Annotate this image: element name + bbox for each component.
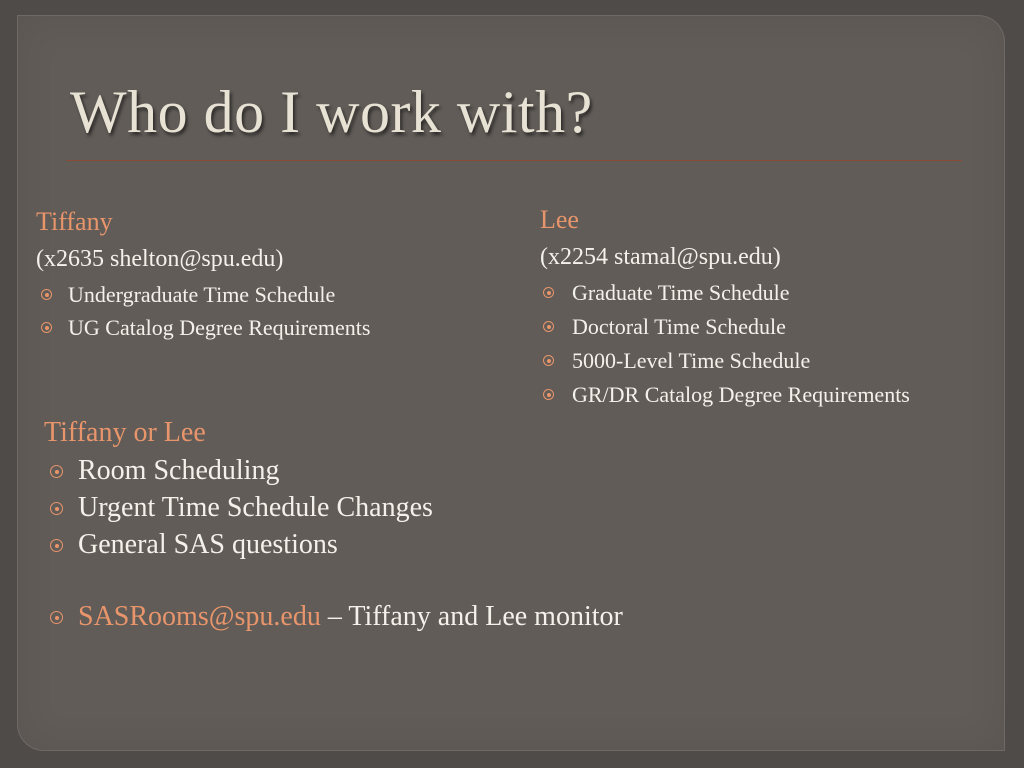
shared-name: Tiffany or Lee [44,417,206,448]
circled-dot-icon [543,287,554,298]
lee-name: Lee [540,205,579,234]
list-item [540,378,960,412]
list-item [36,311,370,344]
list-item [44,489,433,526]
tiffany-name: Tiffany [36,207,113,236]
lee-list [540,276,960,412]
circled-dot-icon [543,389,554,400]
lee-section [540,202,960,412]
circled-dot-icon [50,539,63,552]
list-item [44,452,433,489]
circled-dot-icon [50,611,63,624]
list-item [44,526,433,563]
list-item-label: Doctoral Time Schedule [572,314,786,339]
monitor-text: – Tiffany and Lee monitor [320,601,623,632]
circled-dot-icon [50,465,63,478]
list-item-label: UG Catalog Degree Requirements [68,315,371,340]
list-item [540,276,960,310]
list-item [540,344,960,378]
title-divider [66,160,962,161]
shared-section [44,414,433,563]
lee-contact: (x2254 stamal@spu.edu) [540,244,781,270]
tiffany-contact: (x2635 shelton@spu.edu) [36,246,284,272]
list-item-label: Urgent Time Schedule Changes [78,492,433,523]
shared-list [44,452,433,563]
slide-title: Who do I work with? [70,79,593,145]
circled-dot-icon [50,502,63,515]
monitor-section [44,597,623,637]
email-link[interactable]: SASRooms@spu.edu [78,601,321,632]
circled-dot-icon [543,321,554,332]
list-item [36,278,370,311]
list-item-label: 5000-Level Time Schedule [572,348,811,373]
circled-dot-icon [41,289,52,300]
circled-dot-icon [543,355,554,366]
list-item-label: Undergraduate Time Schedule [68,282,336,307]
list-item [44,597,623,637]
list-item-label: General SAS questions [78,529,338,560]
list-item-label: Graduate Time Schedule [572,280,790,305]
monitor-list [44,597,623,637]
list-item-label: Room Scheduling [78,455,280,486]
list-item [540,310,960,344]
tiffany-list [36,278,370,344]
tiffany-section [36,204,370,344]
list-item-label: GR/DR Catalog Degree Requirements [572,382,910,407]
circled-dot-icon [41,322,52,333]
